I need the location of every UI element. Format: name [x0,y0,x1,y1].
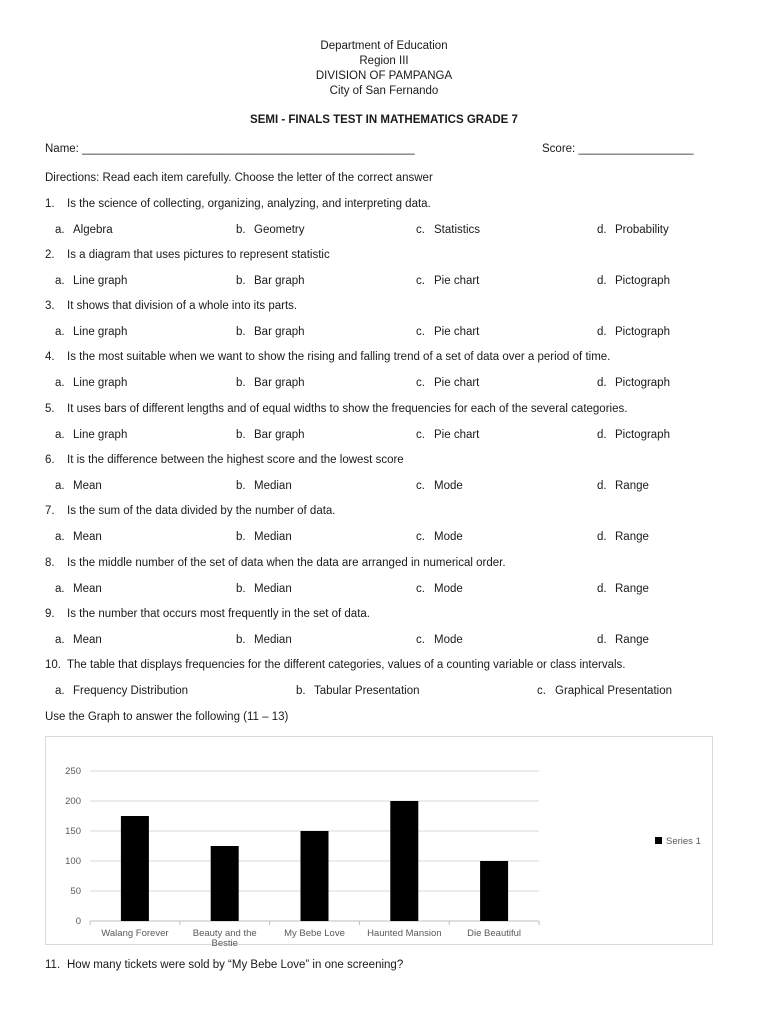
question-number: 3. [45,300,55,312]
answer-option-5-a[interactable] [55,429,127,441]
option-text: Pictograph [615,275,670,287]
answer-option-4-c[interactable] [416,377,479,389]
option-letter: a. [55,429,65,441]
y-tick-label: 0 [75,916,81,927]
option-letter: d. [597,531,607,543]
question-1 [45,198,431,210]
option-text: Line graph [73,326,128,338]
option-text: Statistics [434,224,481,236]
option-letter: b. [236,531,246,543]
bar-haunted-mansion [390,801,418,921]
answer-option-2-a[interactable] [55,275,127,287]
answer-option-4-b[interactable] [236,377,305,389]
question-4 [45,351,610,363]
answer-option-5-b[interactable] [236,429,305,441]
answer-option-7-a[interactable] [55,531,102,543]
option-letter: a. [55,275,65,287]
option-letter: b. [236,634,246,646]
option-letter: a. [55,531,65,543]
name-blank: ____________________________________________________ [82,143,415,155]
question-text: It shows that division of a whole into its parts. [67,300,298,312]
question-text: The table that displays frequencies for the different categories, values of a counting variable or class intervals. [67,659,626,671]
option-letter: a. [55,634,65,646]
option-letter: d. [597,583,607,595]
option-letter: c. [416,480,425,492]
bar-chart-frame [45,736,713,945]
option-text: Geometry [254,224,305,236]
option-letter: b. [236,583,246,595]
answer-option-4-d[interactable] [597,377,670,389]
option-letter: d. [597,275,607,287]
question-text: It is the difference between the highest score and the lowest score [67,454,404,466]
option-text: Range [615,480,649,492]
answer-option-1-b[interactable] [236,224,305,236]
question-number: 1. [45,198,55,210]
option-letter: b. [236,377,246,389]
option-letter: c. [416,531,425,543]
score-field[interactable] [542,143,694,155]
score-blank: __________________ [578,143,694,155]
option-letter: a. [55,326,65,338]
option-letter: c. [416,429,425,441]
answer-option-3-a[interactable] [55,326,127,338]
answer-option-9-b[interactable] [236,634,292,646]
question-text: Is the number that occurs most frequently in the set of data. [67,608,370,620]
y-tick-label: 200 [65,796,81,807]
answer-option-10-c[interactable] [537,685,672,697]
option-text: Tabular Presentation [314,685,420,697]
option-text: Mean [73,583,102,595]
option-letter: b. [236,480,246,492]
answer-option-6-c[interactable] [416,480,463,492]
option-text: Mode [434,480,463,492]
question-text: How many tickets were sold by “My Bebe Love” in one screening? [67,959,404,971]
y-tick-label: 100 [65,856,81,867]
option-text: Median [254,634,292,646]
option-text: Median [254,480,292,492]
answer-option-3-b[interactable] [236,326,305,338]
option-letter: b. [296,685,306,697]
answer-option-6-d[interactable] [597,480,649,492]
test-title: SEMI - FINALS TEST IN MATHEMATICS GRADE 7 [250,114,518,126]
header-division: DIVISION OF PAMPANGA [315,70,453,82]
question-8 [45,557,506,569]
question-number: 4. [45,351,55,363]
option-text: Bar graph [254,275,305,287]
option-text: Pictograph [615,326,670,338]
question-number: 9. [45,608,55,620]
option-letter: a. [55,480,65,492]
answer-option-8-b[interactable] [236,583,292,595]
answer-option-10-b[interactable] [296,685,419,697]
question-number: 10. [45,659,61,671]
answer-option-1-a[interactable] [55,224,113,236]
option-text: Pie chart [434,326,480,338]
answer-option-6-a[interactable] [55,480,102,492]
bar-chart [46,737,714,946]
question-10 [45,659,626,671]
answer-option-3-d[interactable] [597,326,670,338]
x-tick-label: Bestie [211,938,238,946]
question-number: 11. [45,959,61,971]
option-text: Algebra [73,224,113,236]
answer-option-7-c[interactable] [416,531,463,543]
answer-option-3-c[interactable] [416,326,479,338]
answer-option-8-c[interactable] [416,583,463,595]
option-text: Graphical Presentation [555,685,672,697]
option-letter: d. [597,377,607,389]
option-letter: d. [597,634,607,646]
option-letter: c. [416,634,425,646]
directions: Directions: Read each item carefully. Choose the letter of the correct answer [45,172,433,184]
answer-option-5-d[interactable] [597,429,670,441]
option-letter: c. [416,275,425,287]
option-text: Median [254,531,292,543]
answer-option-9-c[interactable] [416,634,463,646]
answer-option-9-a[interactable] [55,634,102,646]
question-5 [45,403,627,415]
question-text: Is the most suitable when we want to show the rising and falling trend of a set of data over a period of time. [67,351,611,363]
answer-option-5-c[interactable] [416,429,479,441]
x-tick-label: Beauty and the [192,928,257,939]
x-tick-label: Haunted Mansion [367,928,442,939]
answer-option-9-d[interactable] [597,634,649,646]
option-text: Frequency Distribution [73,685,189,697]
question-number: 8. [45,557,55,569]
option-text: Pie chart [434,275,480,287]
question-11 [45,959,403,971]
answer-option-2-d[interactable] [597,275,670,287]
bar-die-beautiful [480,861,508,921]
answer-option-1-c[interactable] [416,224,480,236]
answer-option-8-d[interactable] [597,583,649,595]
option-text: Bar graph [254,326,305,338]
option-letter: d. [597,429,607,441]
option-text: Mean [73,531,102,543]
option-text: Pie chart [434,377,480,389]
option-text: Bar graph [254,377,305,389]
question-3 [45,300,297,312]
option-letter: b. [236,275,246,287]
option-letter: a. [55,224,65,236]
option-text: Mode [434,634,463,646]
header-region: Region III [359,55,409,67]
answer-option-2-b[interactable] [236,275,305,287]
option-text: Range [615,531,649,543]
question-number: 5. [45,403,55,415]
option-letter: b. [236,224,246,236]
answer-option-4-a[interactable] [55,377,127,389]
question-2 [45,249,330,261]
option-text: Mode [434,531,463,543]
question-text: Is a diagram that uses pictures to represent statistic [67,249,330,261]
bar-my-bebe-love [301,831,329,921]
option-letter: b. [236,326,246,338]
legend-swatch [655,837,662,844]
option-letter: d. [597,224,607,236]
answer-option-6-b[interactable] [236,480,292,492]
option-letter: a. [55,583,65,595]
option-text: Pictograph [615,429,670,441]
option-text: Range [615,583,649,595]
option-text: Mean [73,634,102,646]
name-label: Name: [45,143,79,155]
x-tick-label: Die Beautiful [467,928,522,939]
option-text: Bar graph [254,429,305,441]
option-text: Range [615,634,649,646]
option-text: Line graph [73,275,128,287]
option-letter: d. [597,480,607,492]
header-department: Department of Education [320,40,448,52]
option-letter: c. [416,583,425,595]
option-letter: a. [55,377,65,389]
option-text: Line graph [73,377,128,389]
answer-option-10-a[interactable] [55,685,188,697]
question-text: Is the sum of the data divided by the number of data. [67,505,336,517]
option-text: Line graph [73,429,128,441]
option-text: Mean [73,480,102,492]
question-number: 2. [45,249,55,261]
bar-walang-forever [121,816,149,921]
option-letter: b. [236,429,246,441]
legend-label: Series 1 [666,836,701,847]
header-city: City of San Fernando [329,85,439,97]
answer-option-7-d[interactable] [597,531,649,543]
option-letter: c. [416,326,425,338]
option-letter: c. [416,224,425,236]
option-text: Median [254,583,292,595]
question-text: It uses bars of different lengths and of equal widths to show the frequencies for each of the several categories. [67,403,628,415]
option-text: Pie chart [434,429,480,441]
option-letter: c. [537,685,546,697]
name-field[interactable] [45,143,415,155]
question-text: Is the middle number of the set of data when the data are arranged in numerical order. [67,557,506,569]
answer-option-8-a[interactable] [55,583,102,595]
question-9 [45,608,370,620]
answer-option-2-c[interactable] [416,275,479,287]
question-6 [45,454,404,466]
score-label: Score: [542,143,576,155]
y-tick-label: 250 [65,766,81,777]
x-tick-label: My Bebe Love [284,928,345,939]
question-number: 6. [45,454,55,466]
question-7 [45,505,336,517]
answer-option-1-d[interactable] [597,224,669,236]
graph-instruction: Use the Graph to answer the following (11 – 13) [45,711,289,723]
answer-option-7-b[interactable] [236,531,292,543]
option-text: Pictograph [615,377,670,389]
bar-beauty-and-the-bestie [211,846,239,921]
y-tick-label: 50 [70,886,81,897]
option-letter: d. [597,326,607,338]
option-text: Probability [615,224,669,236]
question-number: 7. [45,505,55,517]
question-text: Is the science of collecting, organizing, analyzing, and interpreting data. [67,198,431,210]
option-text: Mode [434,583,463,595]
option-letter: a. [55,685,65,697]
y-tick-label: 150 [65,826,81,837]
option-letter: c. [416,377,425,389]
x-tick-label: Walang Forever [101,928,169,939]
